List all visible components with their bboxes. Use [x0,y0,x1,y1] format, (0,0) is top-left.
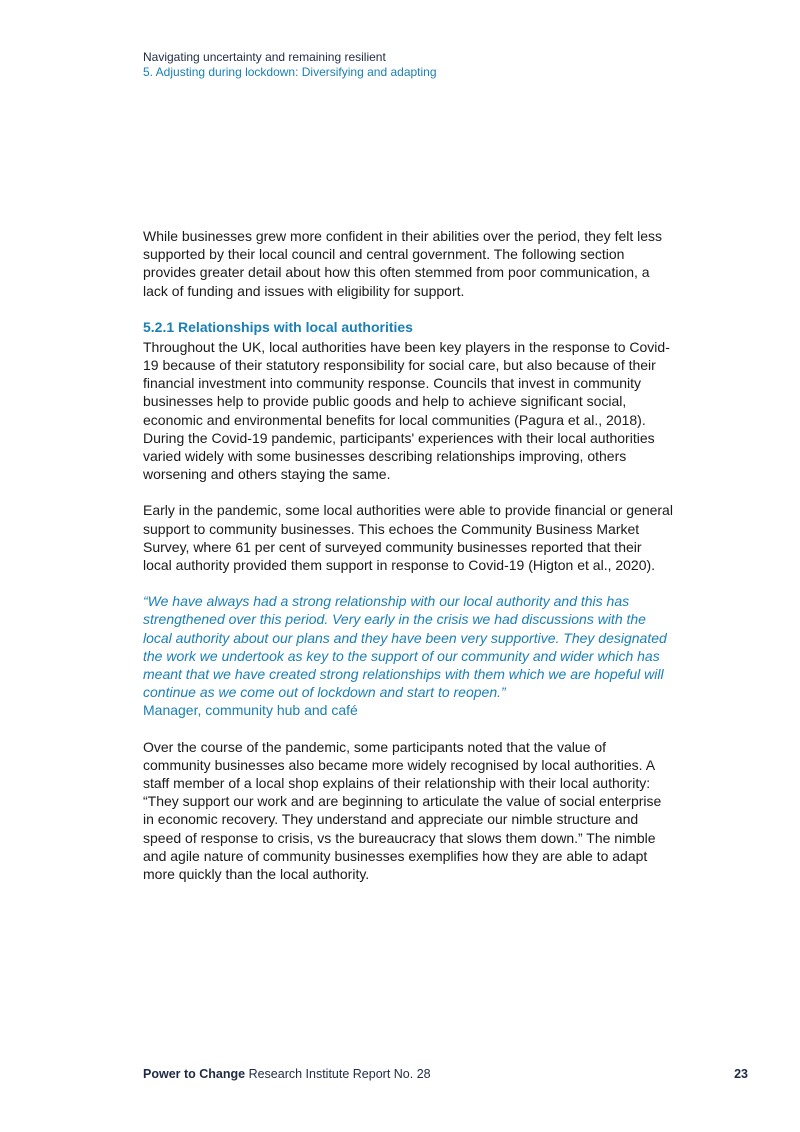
chapter-title: 5. Adjusting during lockdown: Diversifying and adapting [143,65,437,79]
section-heading: 5.2.1 Relationships with local authorities [143,318,413,335]
body-paragraph-3: Over the course of the pandemic, some participants noted that the value of community businesses also became more widely recognised by local authorities. A staff member of a local shop explains of their relationship with their local authority: “They support our work and are beginning to articulate the value of social enterprise in economic recovery. They understand and appreciate our nimble structure and speed of response to crisis, vs the bureaucracy that slows them down.” The nimble and agile nature of community businesses exemplifies how they are able to adapt more quickly than the local authority. [143,738,662,883]
page-number: 23 [734,1067,748,1081]
body-paragraph-1: Throughout the UK, local authorities have been key players in the response to Covid-19 because of their statutory responsibility for social care, but also because of their financial investment into community response. Councils that invest in community businesses help to provide public goods and help to achieve significant social, economic and environmental benefits for local communities (Pagura et al., 2018). During the Covid-19 pandemic, participants' experiences with their local authorities varied widely with some businesses describing relationships improving, others worsening and others staying the same. [143,338,670,483]
quote-text: “We have always had a strong relationship with our local authority and this has strengthened over this period. Very early in the crisis we had discussions with the local authority about our plans and they have been very supportive. They designated the work we undertook as key to the support of our community and wider which has meant that we have created strong relationships with them which we are hopeful will continue as we come out of lockdown and start to reopen.” [143,593,667,701]
report-title: Navigating uncertainty and remaining resilient [143,50,386,64]
footer-brand: Power to Change [143,1067,246,1081]
running-header [143,50,437,80]
quote-block [143,592,673,719]
quote-source: Manager, community hub and café [143,702,358,719]
intro-paragraph: While businesses grew more confident in their abilities over the period, they felt less supported by their local council and central government. The following section provides greater detail about how this often stemmed from poor communication, a lack of funding and issues with eligibility for support. [143,228,663,299]
main-content [143,227,673,901]
body-paragraph-2: Early in the pandemic, some local authorities were able to provide financial or general support to community businesses. This echoes the Community Business Market Survey, where 61 per cent of surveyed community businesses reported that their local authority provided them support in response to Covid-19 (Higton et al., 2020). [143,502,673,574]
footer-series: Research Institute Report No. 28 [245,1067,431,1081]
page-footer [143,1066,748,1082]
